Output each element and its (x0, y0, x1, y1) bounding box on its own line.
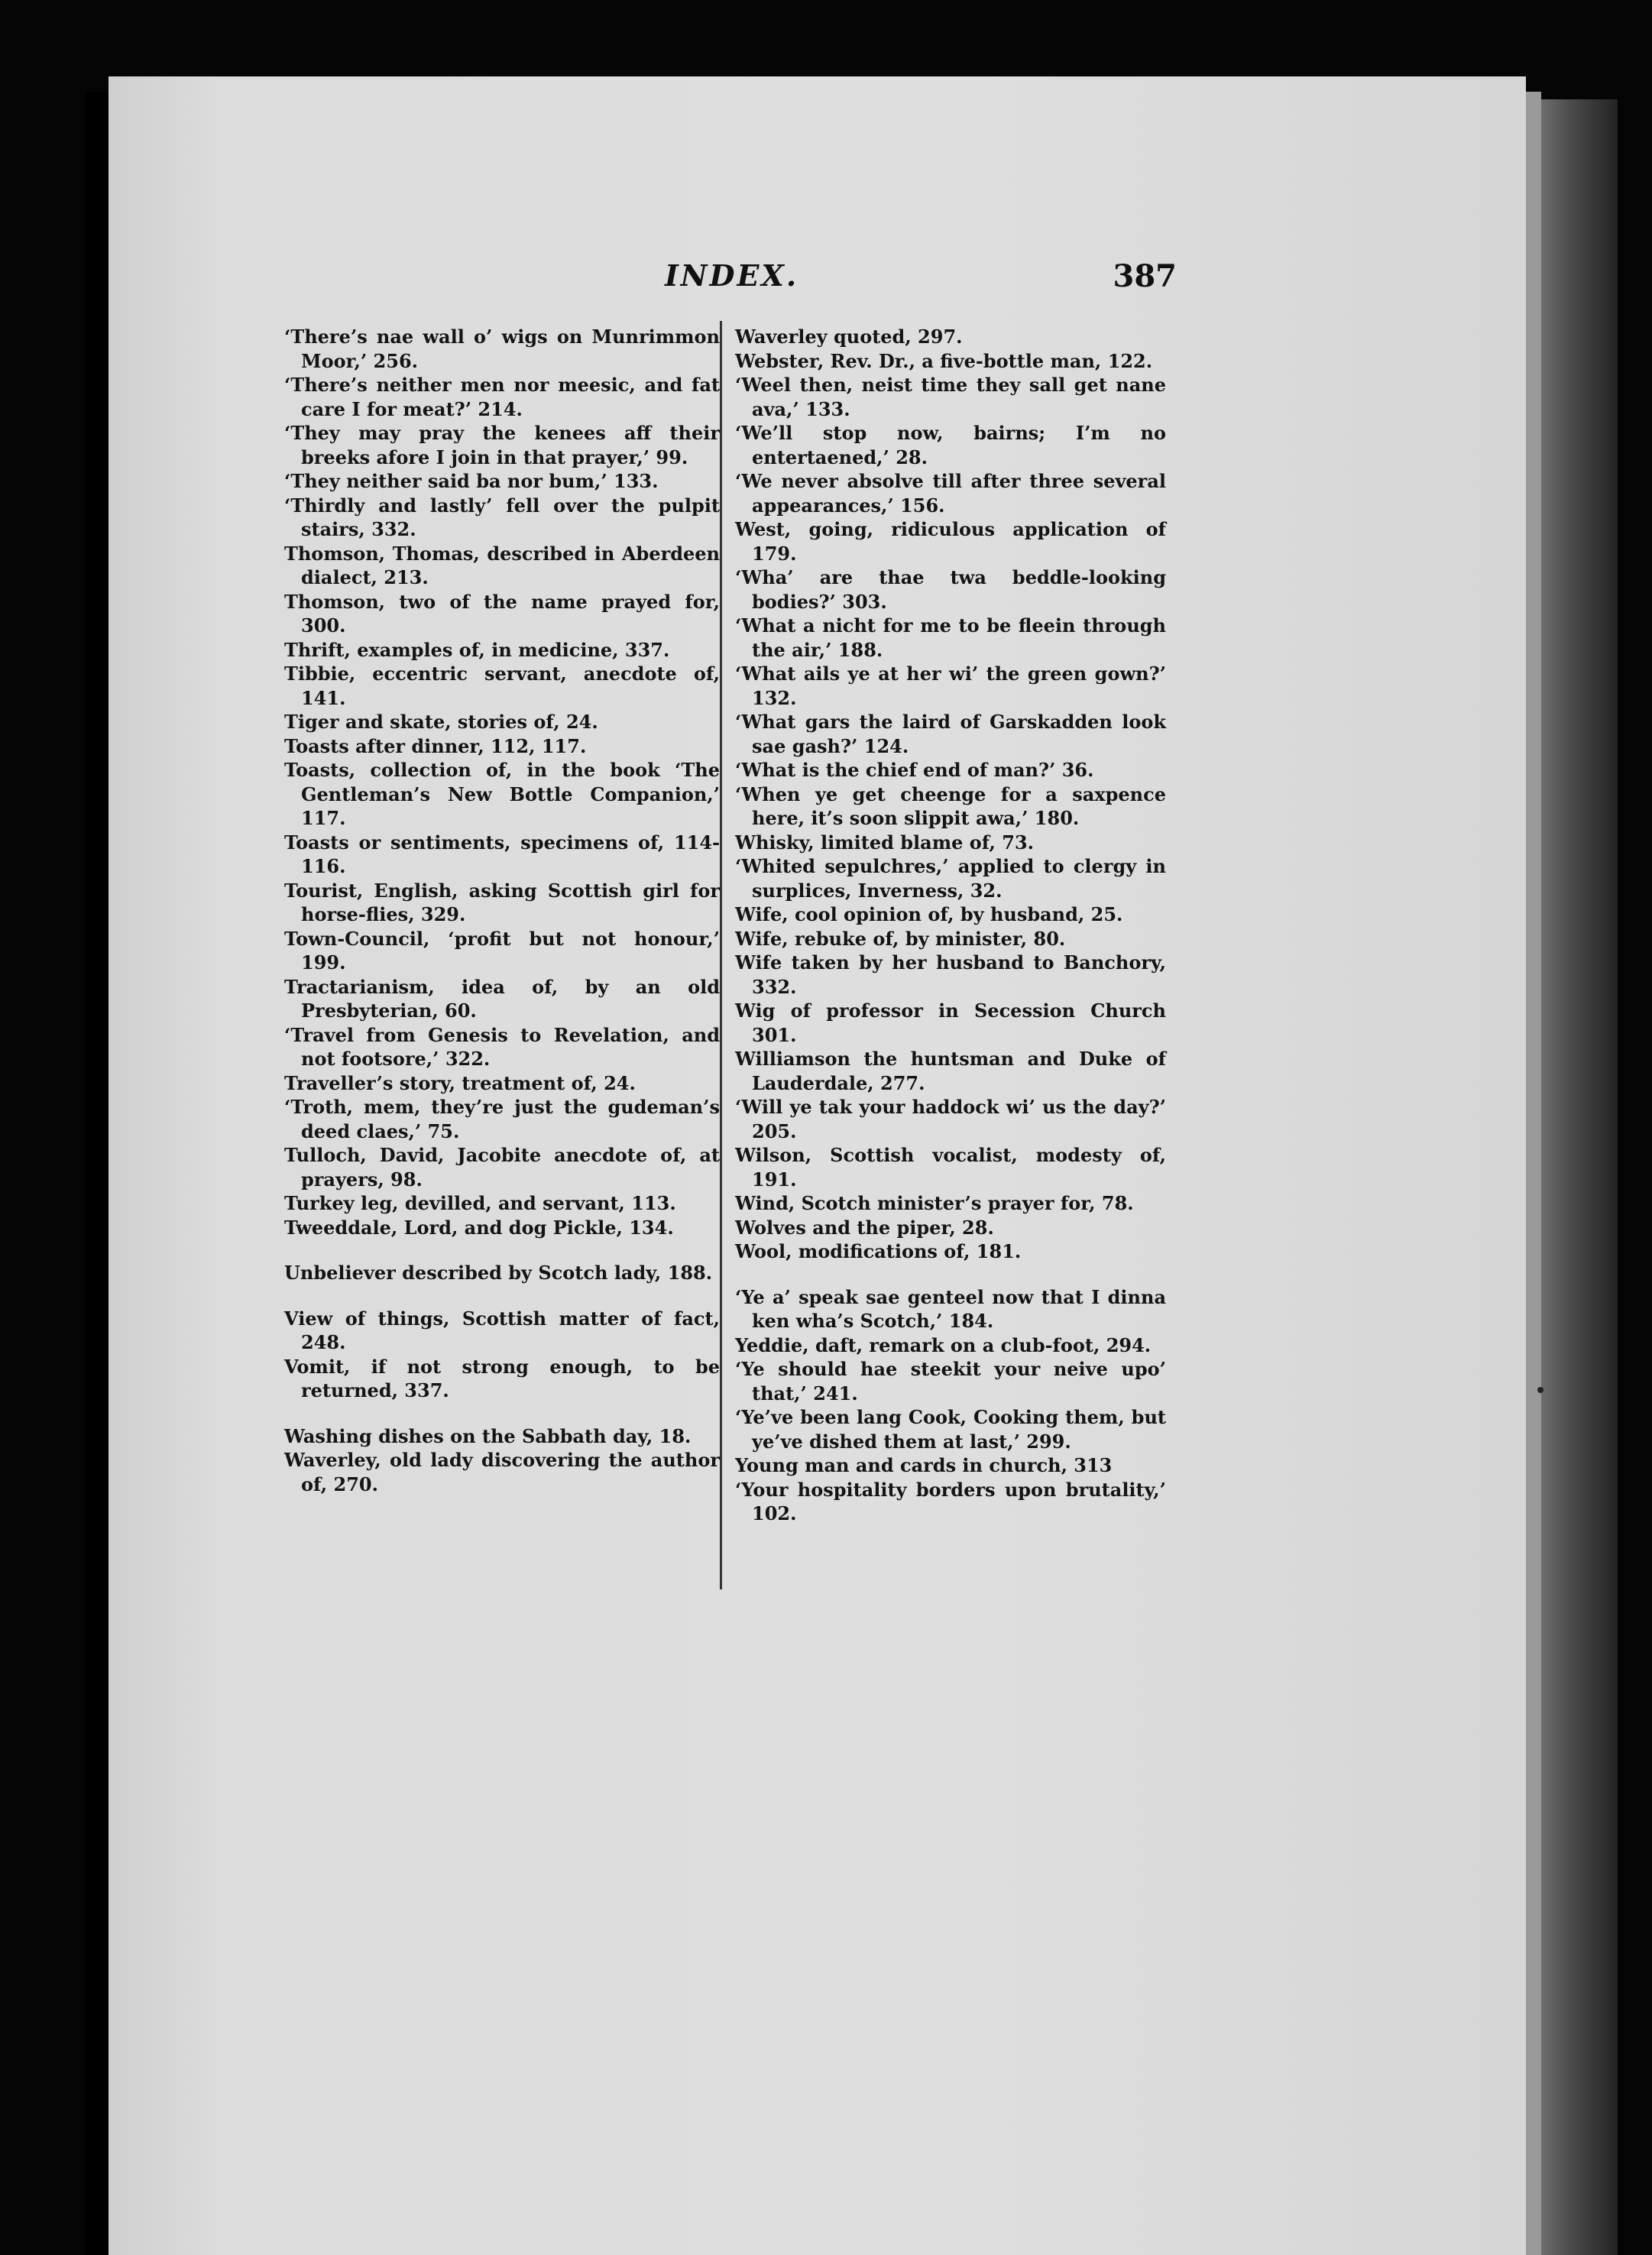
index-entry: ‘There’s nae wall o’ wigs on Munrimmon Moor,’ 256. (284, 326, 720, 372)
index-entry: Tulloch, David, Jacobite anecdote of, at prayers, 98. (284, 1144, 720, 1191)
index-entry: ‘Your hospitality borders upon brutality,’ 102. (735, 1478, 1166, 1524)
index-entry: Turkey leg, devilled, and servant, 113. (284, 1192, 676, 1214)
index-entry: Toasts, collection of, in the book ‘The Gentleman’s New Bottle Companion,’ 117. (284, 759, 720, 829)
index-entry: Waverley quoted, 297. (735, 326, 963, 348)
index-entry: ‘Weel then, neist time they sall get nane ava,’ 133. (735, 374, 1166, 420)
index-entry: Wool, modifications of, 181. (735, 1240, 1022, 1262)
index-entry: View of things, Scottish matter of fact, 248. (284, 1307, 720, 1353)
index-entry: Young man and cards in church, 313 (735, 1454, 1113, 1476)
index-entry: Wind, Scotch minister’s prayer for, 78. (735, 1192, 1134, 1214)
index-entry: ‘What ails ye at her wi’ the green gown?’ 132. (735, 663, 1166, 709)
index-entry: Webster, Rev. Dr., a five-bottle man, 122. (735, 349, 1153, 372)
adjacent-pages-edge (1541, 99, 1618, 2255)
index-entry: Yeddie, daft, remark on a club-foot, 294. (735, 1333, 1152, 1356)
index-column-left (284, 325, 720, 1496)
index-entry: West, going, ridiculous application of 179. (735, 518, 1166, 565)
index-entry: ‘Troth, mem, they’re just the gudeman’s deed claes,’ 75. (284, 1096, 720, 1142)
index-entry: ‘Ye should hae steekit your neive upo’ that,’ 241. (735, 1358, 1166, 1405)
index-entry: Waverley, old lady discovering the author of, 270. (284, 1449, 720, 1495)
index-entry: ‘Will ye tak your haddock wi’ us the day?’ 205. (735, 1096, 1166, 1142)
index-entry: ‘What gars the laird of Garskadden look sae gash?’ 124. (735, 711, 1166, 757)
index-entry: Wig of professor in Secession Church 301. (735, 1000, 1166, 1046)
index-entry: ‘Wha’ are thae twa beddle-looking bodies?’ 303. (735, 566, 1166, 613)
index-entry: ‘They may pray the kenees aff their breeks afore I join in that prayer,’ 99. (284, 422, 720, 468)
index-entry: Tiger and skate, stories of, 24. (284, 711, 598, 733)
column-divider (720, 321, 722, 1589)
index-entry: Town-Council, ‘profit but not honour,’ 199. (284, 927, 720, 974)
index-entry: Traveller’s story, treatment of, 24. (284, 1071, 636, 1094)
index-entry: Thomson, Thomas, described in Aberdeen dialect, 213. (284, 542, 720, 588)
index-entry: ‘Whited sepulchres,’ applied to clergy in surplices, Inverness, 32. (735, 855, 1166, 902)
index-entry: ‘We’ll stop now, bairns; I’m no entertaened,’ 28. (735, 422, 1166, 468)
index-entry: ‘There’s neither men nor meesic, and fat care I for meat?’ 214. (284, 374, 720, 420)
index-entry: Tweeddale, Lord, and dog Pickle, 134. (284, 1216, 674, 1239)
index-entry: Tractarianism, idea of, by an old Presbyterian, 60. (284, 975, 720, 1022)
index-entry: Williamson the huntsman and Duke of Lauderdale, 277. (735, 1048, 1166, 1094)
index-entry: Tourist, English, asking Scottish girl for horse-flies, 329. (284, 879, 720, 925)
index-entry: Toasts or sentiments, specimens of, 114-116. (284, 831, 720, 877)
index-entry: Wolves and the piper, 28. (735, 1216, 994, 1239)
index-column-right (735, 325, 1166, 1526)
page-number: 387 (1113, 258, 1177, 294)
page-header (283, 258, 1177, 304)
index-entry: Wife taken by her husband to Banchory, 332. (735, 951, 1166, 998)
index-entry: ‘They neither said ba nor bum,’ 133. (284, 470, 659, 492)
running-title: INDEX. (665, 258, 799, 293)
index-entry: ‘Ye’ve been lang Cook, Cooking them, but ye’ve dished them at last,’ 299. (735, 1406, 1166, 1453)
index-entry: ‘Ye a’ speak sae genteel now that I dinna ken wha’s Scotch,’ 184. (735, 1285, 1166, 1332)
index-entry: Tibbie, eccentric servant, anecdote of, 141. (284, 663, 720, 709)
index-entry: ‘Travel from Genesis to Revelation, and not footsore,’ 322. (284, 1023, 720, 1070)
index-entry: ‘What is the chief end of man?’ 36. (735, 759, 1094, 781)
index-entry: Whisky, limited blame of, 73. (735, 831, 1034, 854)
index-entry: ‘We never absolve till after three several appearances,’ 156. (735, 470, 1166, 517)
index-entry: Wife, cool opinion of, by husband, 25. (735, 903, 1123, 925)
index-entry: Thrift, examples of, in medicine, 337. (284, 638, 670, 661)
index-entry: Wife, rebuke of, by minister, 80. (735, 927, 1066, 950)
index-entry: Thomson, two of the name prayed for, 300. (284, 590, 720, 637)
index-entry: ‘When ye get cheenge for a saxpence here, it’s soon slippit awa,’ 180. (735, 782, 1166, 829)
index-entry: Unbeliever described by Scotch lady, 188. (284, 1262, 713, 1284)
index-entry: ‘Thirdly and lastly’ fell over the pulpit stairs, 332. (284, 494, 720, 540)
index-entry: Wilson, Scottish vocalist, modesty of, 191. (735, 1144, 1166, 1191)
index-entry: ‘What a nicht for me to be fleein through the air,’ 188. (735, 614, 1166, 661)
book-spine-shadow (86, 92, 109, 2255)
scan-speck (1537, 1387, 1543, 1393)
index-entry: Vomit, if not strong enough, to be returned, 337. (284, 1355, 720, 1401)
index-entry: Washing dishes on the Sabbath day, 18. (284, 1424, 692, 1447)
page-edge (1526, 92, 1541, 2255)
index-entry: Toasts after dinner, 112, 117. (284, 734, 587, 757)
